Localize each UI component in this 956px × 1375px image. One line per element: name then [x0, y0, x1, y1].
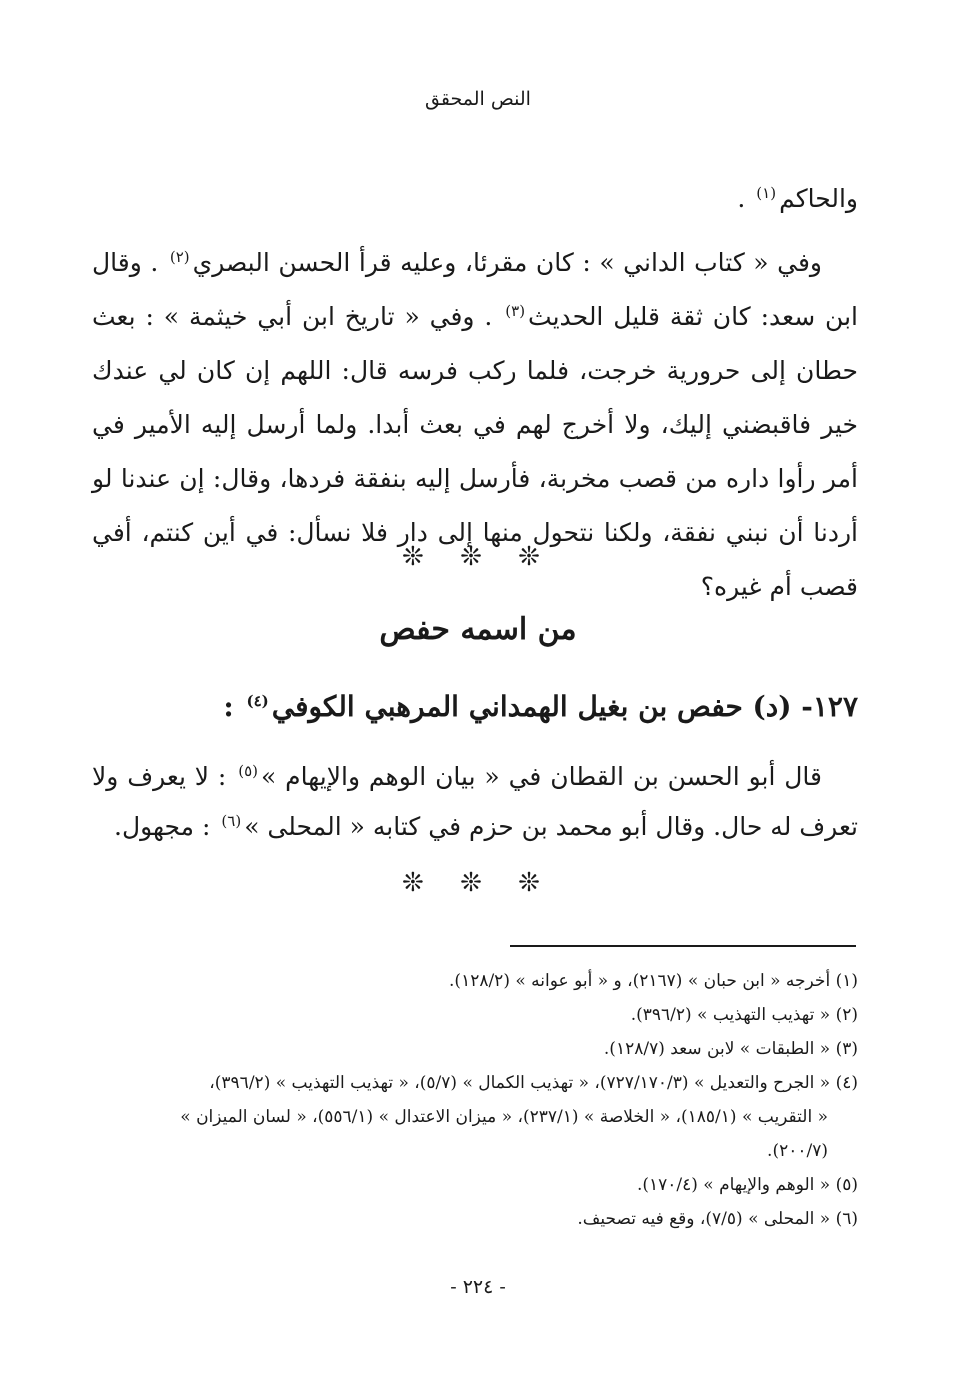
footnotes: [88, 964, 858, 1236]
paragraph-3-part-3: : مجهول.: [114, 812, 219, 841]
footnote-4-continued: « التقريب » (١٨٥/١)، « الخلاصة » (٢٣٧/١)، « ميزان الاعتدال » (٥٥٦/١)، « لسان الميزان »: [180, 1107, 828, 1127]
paragraph-3-part-1: قال أبو الحسن بن القطان في « بيان الوهم والإيهام »: [261, 762, 823, 791]
footnote-ref-5: (٥): [238, 761, 259, 780]
paragraph-2-part-3: . وفي « تاريخ ابن أبي خيثمة » : بعث حطان إلى حرورية خرجت، فلما ركب فرسه قال: اللهم إن كان لي عندك خير فاقبضني إليك، ولا أخرج لهم في بعث أبدا. ولما أرسل إليه الأمير في أمر رأوا داره من قصب مخربة، فأرسل إليه بنفقة فردها، وقال: إن عندنا لو أردنا أن نبني نفقة، ولكنا نتحول منها إلى دار فلا نسأل: في أين كنتم، أفي قصب أم غيره؟: [92, 302, 858, 601]
footnote-4: (٤) « الجرح والتعديل » (٧٢٧/١٧٠/٣)، « تهذيب الكمال » (٥/٧)، « تهذيب التهذيب » (٣٩٦/٢)،: [209, 1073, 858, 1093]
footnote-1: (١) أخرجه « ابن حبان » (٢١٦٧)، و « أبو عوانه » (١٢٨/٢).: [449, 971, 858, 991]
footnote-rule: [510, 945, 856, 947]
footnote-2: (٢) « تهذيب التهذيب » (٣٩٦/٢).: [630, 1005, 858, 1025]
paragraph-1: [92, 172, 858, 226]
footnote-ref-1: (١): [756, 183, 777, 202]
footnote-3: (٣) « الطبقات » لابن سعد (١٢٨/٧).: [603, 1039, 858, 1059]
entry-heading-tail: :: [223, 690, 244, 723]
paragraph-2-part-1: وفي « كتاب الداني » : كان مقرئا، وعليه قرأ الحسن البصري: [192, 248, 822, 277]
paragraph-3: [92, 752, 858, 852]
footnote-5: (٥) « الوهم والإيهام » (١٧٠/٤).: [636, 1175, 858, 1195]
paragraph-1-text: والحاكم: [779, 184, 858, 213]
running-header: النص المحقق: [425, 88, 531, 110]
footnote-4-continued-2: (٢٠٠/٧).: [767, 1141, 828, 1161]
paragraph-1-tail: .: [737, 184, 754, 213]
paragraph-3-part-2: : لا يعرف ولا تعرف له حال. وقال أبو محمد بن حزم في كتابه « المحلى »: [92, 762, 858, 841]
page-number: - ٢٢٤ -: [450, 1276, 506, 1298]
footnote-ref-2: (٢): [169, 247, 190, 266]
entry-heading-text: ١٢٧- (د) حفص بن بغيل الهمداني المرهبي الكوفي: [271, 690, 858, 723]
entry-heading: [92, 690, 858, 723]
footnote-ref-6: (٦): [221, 811, 242, 830]
section-separator-1: ❊ ❊ ❊: [402, 542, 554, 572]
footnote-6: (٦) « المحلى » (٧/٥)، وقع فيه تصحيف.: [577, 1209, 858, 1229]
section-separator-2: ❊ ❊ ❊: [402, 868, 554, 898]
footnote-ref-3: (٣): [505, 301, 526, 320]
paragraph-2-part-2: . وقال ابن سعد: كان ثقة قليل الحديث: [92, 248, 858, 331]
footnote-ref-4: (٤): [246, 691, 269, 710]
section-heading: من اسمه حفص: [379, 612, 577, 647]
